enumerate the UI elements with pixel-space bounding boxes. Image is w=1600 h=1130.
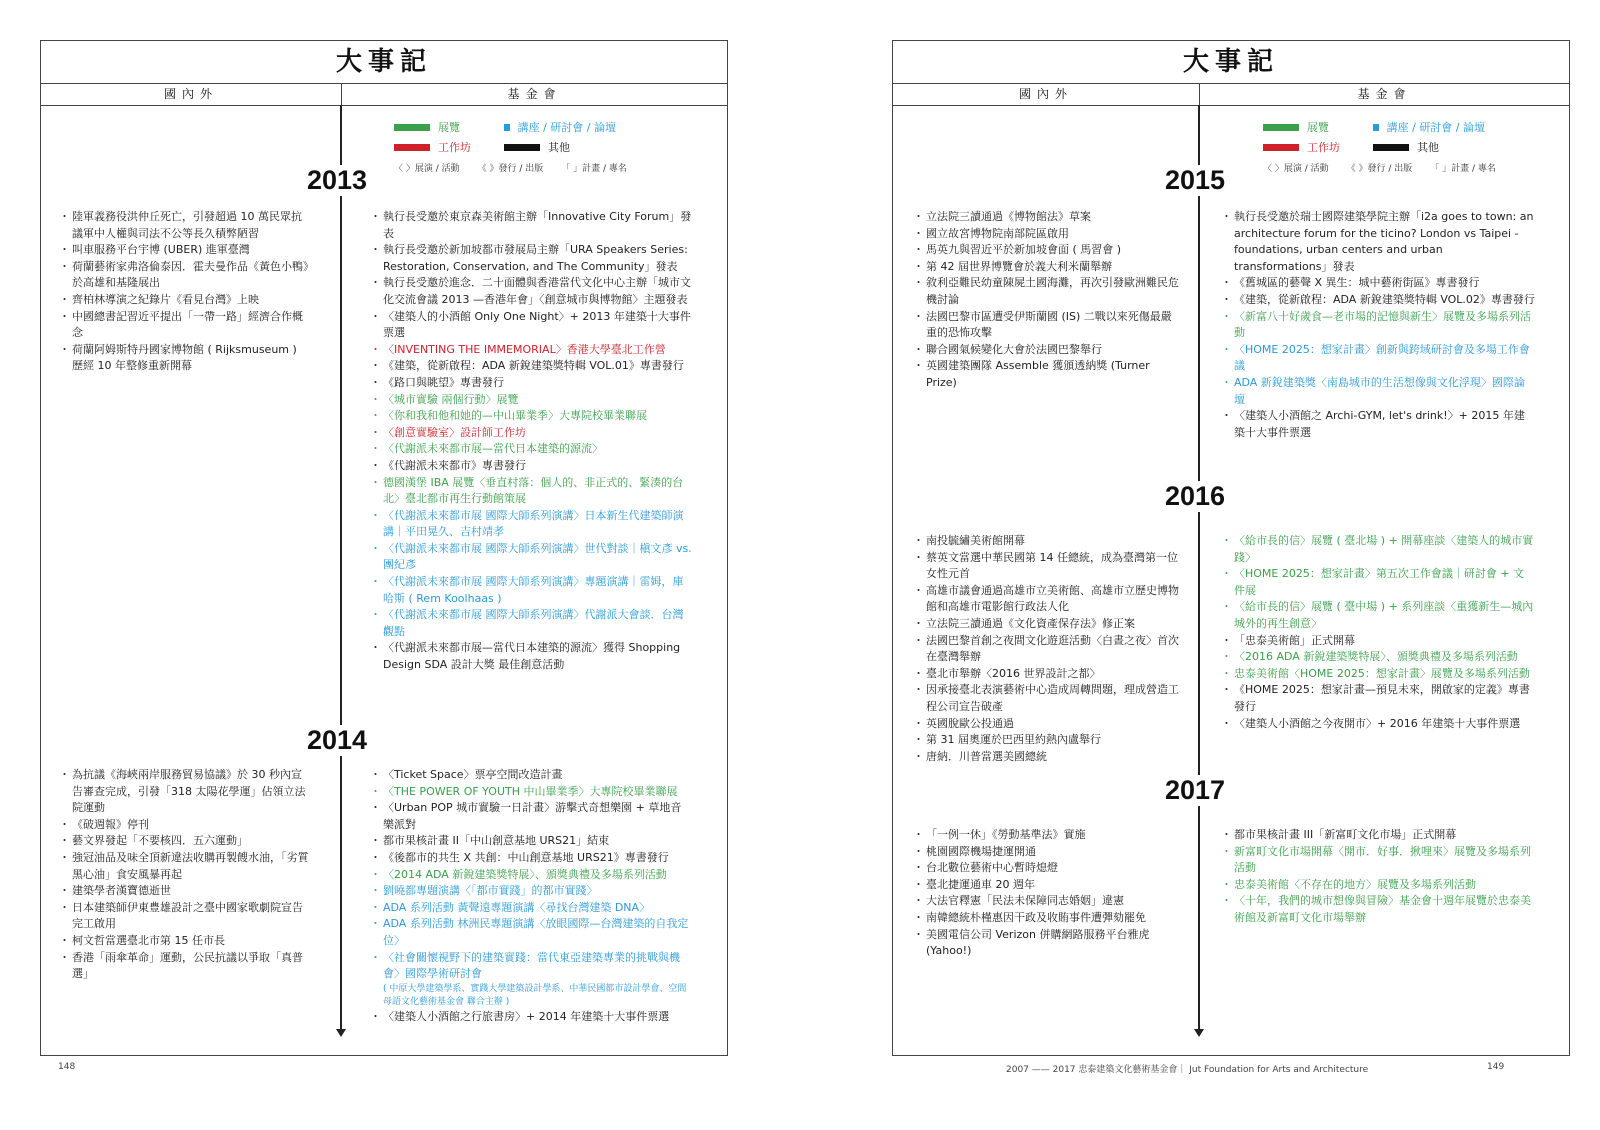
page-title: 大事記 — [41, 41, 727, 84]
left-page — [40, 40, 728, 1056]
event-item: ・ 中國總書記習近平提出「一帶一路」經濟合作概念 — [63, 309, 311, 342]
column-header-domestic: 國內外 — [893, 84, 1199, 106]
event-item: ・ 法國巴黎市區遭受伊斯蘭國 (IS) 二戰以來死傷最嚴重的恐怖攻擊 — [917, 309, 1179, 342]
page-number-right: 149 — [1487, 1062, 1505, 1072]
event-item: ・ 臺北捷運通車 20 週年 — [917, 877, 1179, 894]
event-item: ・ 美國電信公司 Verizon 併購網路服務平台雅虎 (Yahoo!) — [917, 927, 1179, 960]
event-item: ・ 〈建築人小酒館之行旅書房〉+ 2014 年建築十大事件票選 — [374, 1009, 692, 1026]
footer-caption: 2007 —— 2017 忠泰建築文化藝術基金會｜ Jut Foundation for Arts and Architecture — [1006, 1065, 1369, 1075]
event-item: ・ 陸軍義務役洪仲丘死亡，引發超過 10 萬民眾抗議軍中人權與司法不公等長久積弊陋習 — [63, 209, 311, 242]
event-item: ・ 立法院三讀通過《文化資產保存法》修正案 — [917, 616, 1179, 633]
event-item: ・ 都市果核計畫 II「中山創意基地 URS21」結束 — [374, 833, 692, 850]
event-item: ・ 香港「雨傘革命」運動，公民抗議以爭取「真普選」 — [63, 950, 311, 983]
column-divider — [1199, 84, 1200, 106]
event-item: ・ 第 42 屆世界博覽會於義大利米蘭舉辦 — [917, 259, 1179, 276]
event-item: ・ 第 31 屆奧運於巴西里約熱內盧舉行 — [917, 732, 1179, 749]
event-item: ・ 執行長受邀於瑞士國際建築學院主辦「i2a goes to town: an architecture forum for the ticino? London vs Taipei - foundations, urban centers and urban transformations」發表 — [1225, 209, 1535, 275]
event-item: ・ 德國漢堡 IBA 展覽〈垂直村落：個人的、非正式的、緊湊的台北〉臺北都市再生行動館策展 — [374, 475, 692, 508]
year-label-2015: 2015 — [1161, 165, 1229, 196]
event-item: ・ 國立故宮博物院南部院區啟用 — [917, 226, 1179, 243]
event-item: ・ 立法院三讀通過《博物館法》草案 — [917, 209, 1179, 226]
year-label-2016: 2016 — [1161, 481, 1229, 512]
event-item: ・ 敘利亞難民幼童陳屍土國海灘，再次引發歐洲難民危機討論 — [917, 275, 1179, 308]
event-item: ・ 〈代謝派未來都市展 國際大師系列演講〉專題演講｜雷姆，庫哈斯 ( Rem Koolhaas ) — [374, 574, 692, 607]
legend-lecture: 講座 / 研討會 / 論壇 — [517, 121, 616, 134]
column-header-foundation: 基金會 — [1200, 84, 1569, 106]
legend-swatch-other — [1373, 144, 1409, 151]
events-2013-foundation — [374, 209, 692, 674]
event-item: ・ 〈HOME 2025：想家計畫〉第五次工作會議｜研討會 + 文件展 — [1225, 566, 1535, 599]
event-item: ・ 〈THE POWER OF YOUTH 中山畢業季〉大專院校畢業聯展 — [374, 784, 692, 801]
events-2013-domestic — [63, 209, 311, 375]
event-item: ・ 因承接臺北表演藝術中心造成周轉問題，理成營造工程公司宣告破產 — [917, 682, 1179, 715]
event-item: ・ 強冠油品及味全頂新違法收購再製餿水油，「劣質黑心油」食安風暴再起 — [63, 850, 311, 883]
event-item: ・ 《路口與眺望》專書發行 — [374, 375, 692, 392]
event-item: ・ 臺北市舉辦〈2016 世界設計之都〉 — [917, 666, 1179, 683]
event-item: ・ 台北數位藝術中心暫時熄燈 — [917, 860, 1179, 877]
event-item: ・ 〈代謝派未來都市展—當代日本建築的源流〉 — [374, 441, 692, 458]
event-item: ・ 蔡英文當選中華民國第 14 任總統，成為臺灣第一位女性元首 — [917, 550, 1179, 583]
event-item: ・ 「忠泰美術館」正式開幕 — [1225, 633, 1535, 650]
event-item: ・ 〈建築人的小酒館 Only One Night〉+ 2013 年建築十大事件票選 — [374, 309, 692, 342]
event-item: ・ 《建築，從新啟程：ADA 新銳建築獎特輯 VOL.01》專書發行 — [374, 358, 692, 375]
event-item: ・ 藝文界發起「不要核四．五六運動」 — [63, 833, 311, 850]
event-item: ・ 《破週報》停刊 — [63, 817, 311, 834]
event-note: ( 中原大學建築學系、實踐大學建築設計學系、中華民國都市設計學會、空間母語文化藝術基金會 聯合主辦 ) — [383, 983, 687, 1007]
legend-note-event: 〈 〉展演 / 活動 — [1263, 164, 1329, 174]
event-item: ・ 〈代謝派未來都市展—當代日本建築的源流〉獲得 Shopping Design SDA 設計大獎 最佳創意活動 — [374, 640, 692, 673]
event-item: ・ 〈創意實驗室〉設計師工作坊 — [374, 425, 692, 442]
legend-workshop: 工作坊 — [1307, 141, 1340, 154]
event-item: ・ 〈十年，我們的城市想像與冒險〉基金會十週年展覽於忠泰美術館及新富町文化市場舉辦 — [1225, 893, 1535, 926]
event-item: ・ 叫車服務平台宇博 (UBER) 進軍臺灣 — [63, 242, 311, 259]
legend-exhibition: 展覽 — [438, 121, 460, 134]
event-item: ・ 〈Urban POP 城市實驗一日計畫〉游擊式奇想樂園 + 草地音樂派對 — [374, 800, 692, 833]
event-item: ・ 〈新富八十好歲食—老市場的記憶與新生〉展覽及多場系列活動 — [1225, 309, 1535, 342]
events-2016-foundation — [1225, 533, 1535, 732]
events-2015-domestic — [917, 209, 1179, 392]
legend-swatch-lecture — [1373, 124, 1379, 131]
legend-swatch-exhibition — [1263, 124, 1299, 131]
event-item: ・ 忠泰美術館〈不存在的地方〉展覽及多場系列活動 — [1225, 877, 1535, 894]
timeline-arrow-icon — [1194, 1029, 1204, 1037]
event-item: ・ 齊柏林導演之紀錄片《看見台灣》上映 — [63, 292, 311, 309]
event-item: ・ 馬英九與習近平於新加坡會面 ( 馬習會 ) — [917, 242, 1179, 259]
event-item: ・ 〈HOME 2025：想家計畫〉創新與跨域研討會及多場工作會議 — [1225, 342, 1535, 375]
event-item: ・ 忠泰美術館〈HOME 2025：想家計畫〉展覽及多場系列活動 — [1225, 666, 1535, 683]
events-2015-foundation — [1225, 209, 1535, 441]
event-item: ・ 「一例一休」《勞動基準法》實施 — [917, 827, 1179, 844]
event-item: ・ 南韓總統朴槿惠因干政及收賄事件遭彈劾罷免 — [917, 910, 1179, 927]
event-item: ・ 荷蘭阿姆斯特丹國家博物館 ( Rijksmuseum ) 歷經 10 年整修重新開幕 — [63, 342, 311, 375]
event-item: ・ 《建築，從新啟程：ADA 新銳建築獎特輯 VOL.02》專書發行 — [1225, 292, 1535, 309]
event-item: ・ 〈社會關懷視野下的建築實踐：當代東亞建築專業的挑戰與機會〉國際學術研討會 ( 中原大學建築學系、實踐大學建築設計學系、中華民國都市設計學會、空間母語文化藝術基金會 聯合主辦 ) — [374, 950, 692, 1009]
event-item: ・ 〈代謝派未來都市展 國際大師系列演講〉世代對談｜槇文彥 vs. 團紀彥 — [374, 541, 692, 574]
event-item: ・ 〈你和我和他和她的—中山畢業季〉大專院校畢業聯展 — [374, 408, 692, 425]
event-item: ・ 《HOME 2025：想家計畫—預見未來，開啟家的定義》專書發行 — [1225, 682, 1535, 715]
event-item: ・ 桃園國際機場捷運開通 — [917, 844, 1179, 861]
event-item: ・ 〈建築人小酒館之 Archi-GYM, let's drink!〉+ 2015 年建築十大事件票選 — [1225, 408, 1535, 441]
legend-note-publication: 《 》發行 / 出版 — [477, 164, 544, 174]
legend-swatch-workshop — [394, 144, 430, 151]
legend-swatch-workshop — [1263, 144, 1299, 151]
event-item: ・ 都市果核計畫 III「新富町文化市場」正式開幕 — [1225, 827, 1535, 844]
event-item: ・ 《代謝派未來都市》專書發行 — [374, 458, 692, 475]
event-item: ・ 為抗議《海峽兩岸服務貿易協議》於 30 秒內宣告審查完成，引發「318 太陽花學運」佔領立法院運動 — [63, 767, 311, 817]
legend-note-publication: 《 》發行 / 出版 — [1346, 164, 1413, 174]
page-title: 大事記 — [893, 41, 1569, 84]
events-2017-domestic — [917, 827, 1179, 960]
event-item: ・ 日本建築師伊東豊雄設計之臺中國家歌劇院宣告完工啟用 — [63, 900, 311, 933]
legend-swatch-exhibition — [394, 124, 430, 131]
event-item: ・ 〈2014 ADA 新銳建築獎特展〉、頒獎典禮及多場系列活動 — [374, 867, 692, 884]
event-item: ・ 執行長受邀於進念．二十面體與香港當代文化中心主辦「城市文化交流會議 2013 —香港年會」〈創意城市與博物館〉主題發表 — [374, 275, 692, 308]
event-item: ・ 荷蘭藝術家弗洛倫泰因．霍夫曼作品《黃色小鴨》於高雄和基隆展出 — [63, 259, 311, 292]
year-label-2014: 2014 — [303, 725, 371, 756]
year-label-2017: 2017 — [1161, 775, 1229, 806]
event-item: ・ 〈給市長的信〉展覽 ( 臺中場 ) + 系列座談〈重獲新生—城內城外的再生創意〉 — [1225, 599, 1535, 632]
legend-note-project: 「 」計畫 / 專名 — [1430, 164, 1496, 174]
event-item: ・ ADA 系列活動 林洲民專題演講〈放眼國際—台灣建築的自我定位〉 — [374, 916, 692, 949]
event-item: ・ 聯合國氣候變化大會於法國巴黎舉行 — [917, 342, 1179, 359]
event-item: ・ 〈2016 ADA 新銳建築獎特展〉、頒獎典禮及多場系列活動 — [1225, 649, 1535, 666]
event-item: ・ 〈建築人小酒館之今夜開市〉+ 2016 年建築十大事件票選 — [1225, 716, 1535, 733]
events-2017-foundation — [1225, 827, 1535, 927]
column-header-foundation: 基金會 — [342, 84, 727, 106]
timeline-line — [340, 105, 342, 1031]
event-item: ・ 《後都市的共生 X 共創：中山創意基地 URS21》專書發行 — [374, 850, 692, 867]
legend-lecture: 講座 / 研討會 / 論壇 — [1386, 121, 1485, 134]
event-item: ・ 〈Ticket Space〉票亭空間改造計畫 — [374, 767, 692, 784]
legend-swatch-lecture — [504, 124, 510, 131]
legend — [394, 117, 645, 174]
legend-swatch-other — [504, 144, 540, 151]
page-number-left: 148 — [58, 1062, 76, 1072]
event-item: ・ 建築學者漢寶德逝世 — [63, 883, 311, 900]
event-item: ・ 〈代謝派未來都市展 國際大師系列演講〉代謝派大會談．台灣觀點 — [374, 607, 692, 640]
event-item: ・ 英國脫歐公投通過 — [917, 716, 1179, 733]
legend-other: 其他 — [1417, 141, 1439, 154]
year-label-2013: 2013 — [303, 165, 371, 196]
legend-note-project: 「 」計畫 / 專名 — [561, 164, 627, 174]
event-item: ・ 〈城市實驗 兩個行動〉展覽 — [374, 392, 692, 409]
event-item: ・ 柯文哲當選臺北市第 15 任市長 — [63, 933, 311, 950]
event-item: ・ 大法官釋憲「民法未保障同志婚姻」違憲 — [917, 893, 1179, 910]
legend — [1263, 117, 1514, 174]
events-2016-domestic — [917, 533, 1179, 765]
column-header-domestic: 國內外 — [41, 84, 341, 106]
event-item: ・ 法國巴黎首創之夜間文化遊逛活動〈白晝之夜〉首次在臺灣舉辦 — [917, 633, 1179, 666]
event-item: ・ 執行長受邀於東京森美術館主辦「Innovative City Forum」發表 — [374, 209, 692, 242]
legend-note-event: 〈 〉展演 / 活動 — [394, 164, 460, 174]
event-item: ・ 唐納．川普當選美國總統 — [917, 749, 1179, 766]
right-page — [892, 40, 1570, 1056]
event-item: ・ 劉曉都專題演講〈「都市實踐」的都市實踐〉 — [374, 883, 692, 900]
events-2014-foundation — [374, 767, 692, 1025]
event-item: ・ ADA 新銳建築獎〈南島城市的生活想像與文化浮現〉國際論壇 — [1225, 375, 1535, 408]
event-item: ・ 〈給市長的信〉展覽 ( 臺北場 ) + 開幕座談〈建築人的城市實踐〉 — [1225, 533, 1535, 566]
legend-exhibition: 展覽 — [1307, 121, 1329, 134]
event-item: ・ 新富町文化市場開幕〈開市．好事．揪哩來〉展覽及多場系列活動 — [1225, 844, 1535, 877]
event-item: ・ 英國建築團隊 Assemble 獲頒透納獎 (Turner Prize) — [917, 358, 1179, 391]
event-item: ・ 執行長受邀於新加坡都市發展局主辦「URA Speakers Series: Restoration, Conservation, and The Community」發表 — [374, 242, 692, 275]
event-item: ・ 南投毓繡美術館開幕 — [917, 533, 1179, 550]
legend-other: 其他 — [548, 141, 570, 154]
timeline-line — [1198, 105, 1200, 1031]
events-2014-domestic — [63, 767, 311, 983]
event-item: ・ 〈INVENTING THE IMMEMORIAL〉香港大學臺北工作營 — [374, 342, 692, 359]
event-item: ・ 《舊城區的藝聲 X 異生：城中藝術街區》專書發行 — [1225, 275, 1535, 292]
legend-workshop: 工作坊 — [438, 141, 471, 154]
timeline-arrow-icon — [336, 1029, 346, 1037]
event-item: ・ 高雄市議會通過高雄市立美術館、高雄市立歷史博物館和高雄市電影館行政法人化 — [917, 583, 1179, 616]
event-item: ・ 〈代謝派未來都市展 國際大師系列演講〉日本新生代建築師演講｜平田晃久、吉村靖孝 — [374, 508, 692, 541]
event-item: ・ ADA 系列活動 黃聲遠專題演講〈尋找台灣建築 DNA〉 — [374, 900, 692, 917]
column-divider — [341, 84, 342, 106]
